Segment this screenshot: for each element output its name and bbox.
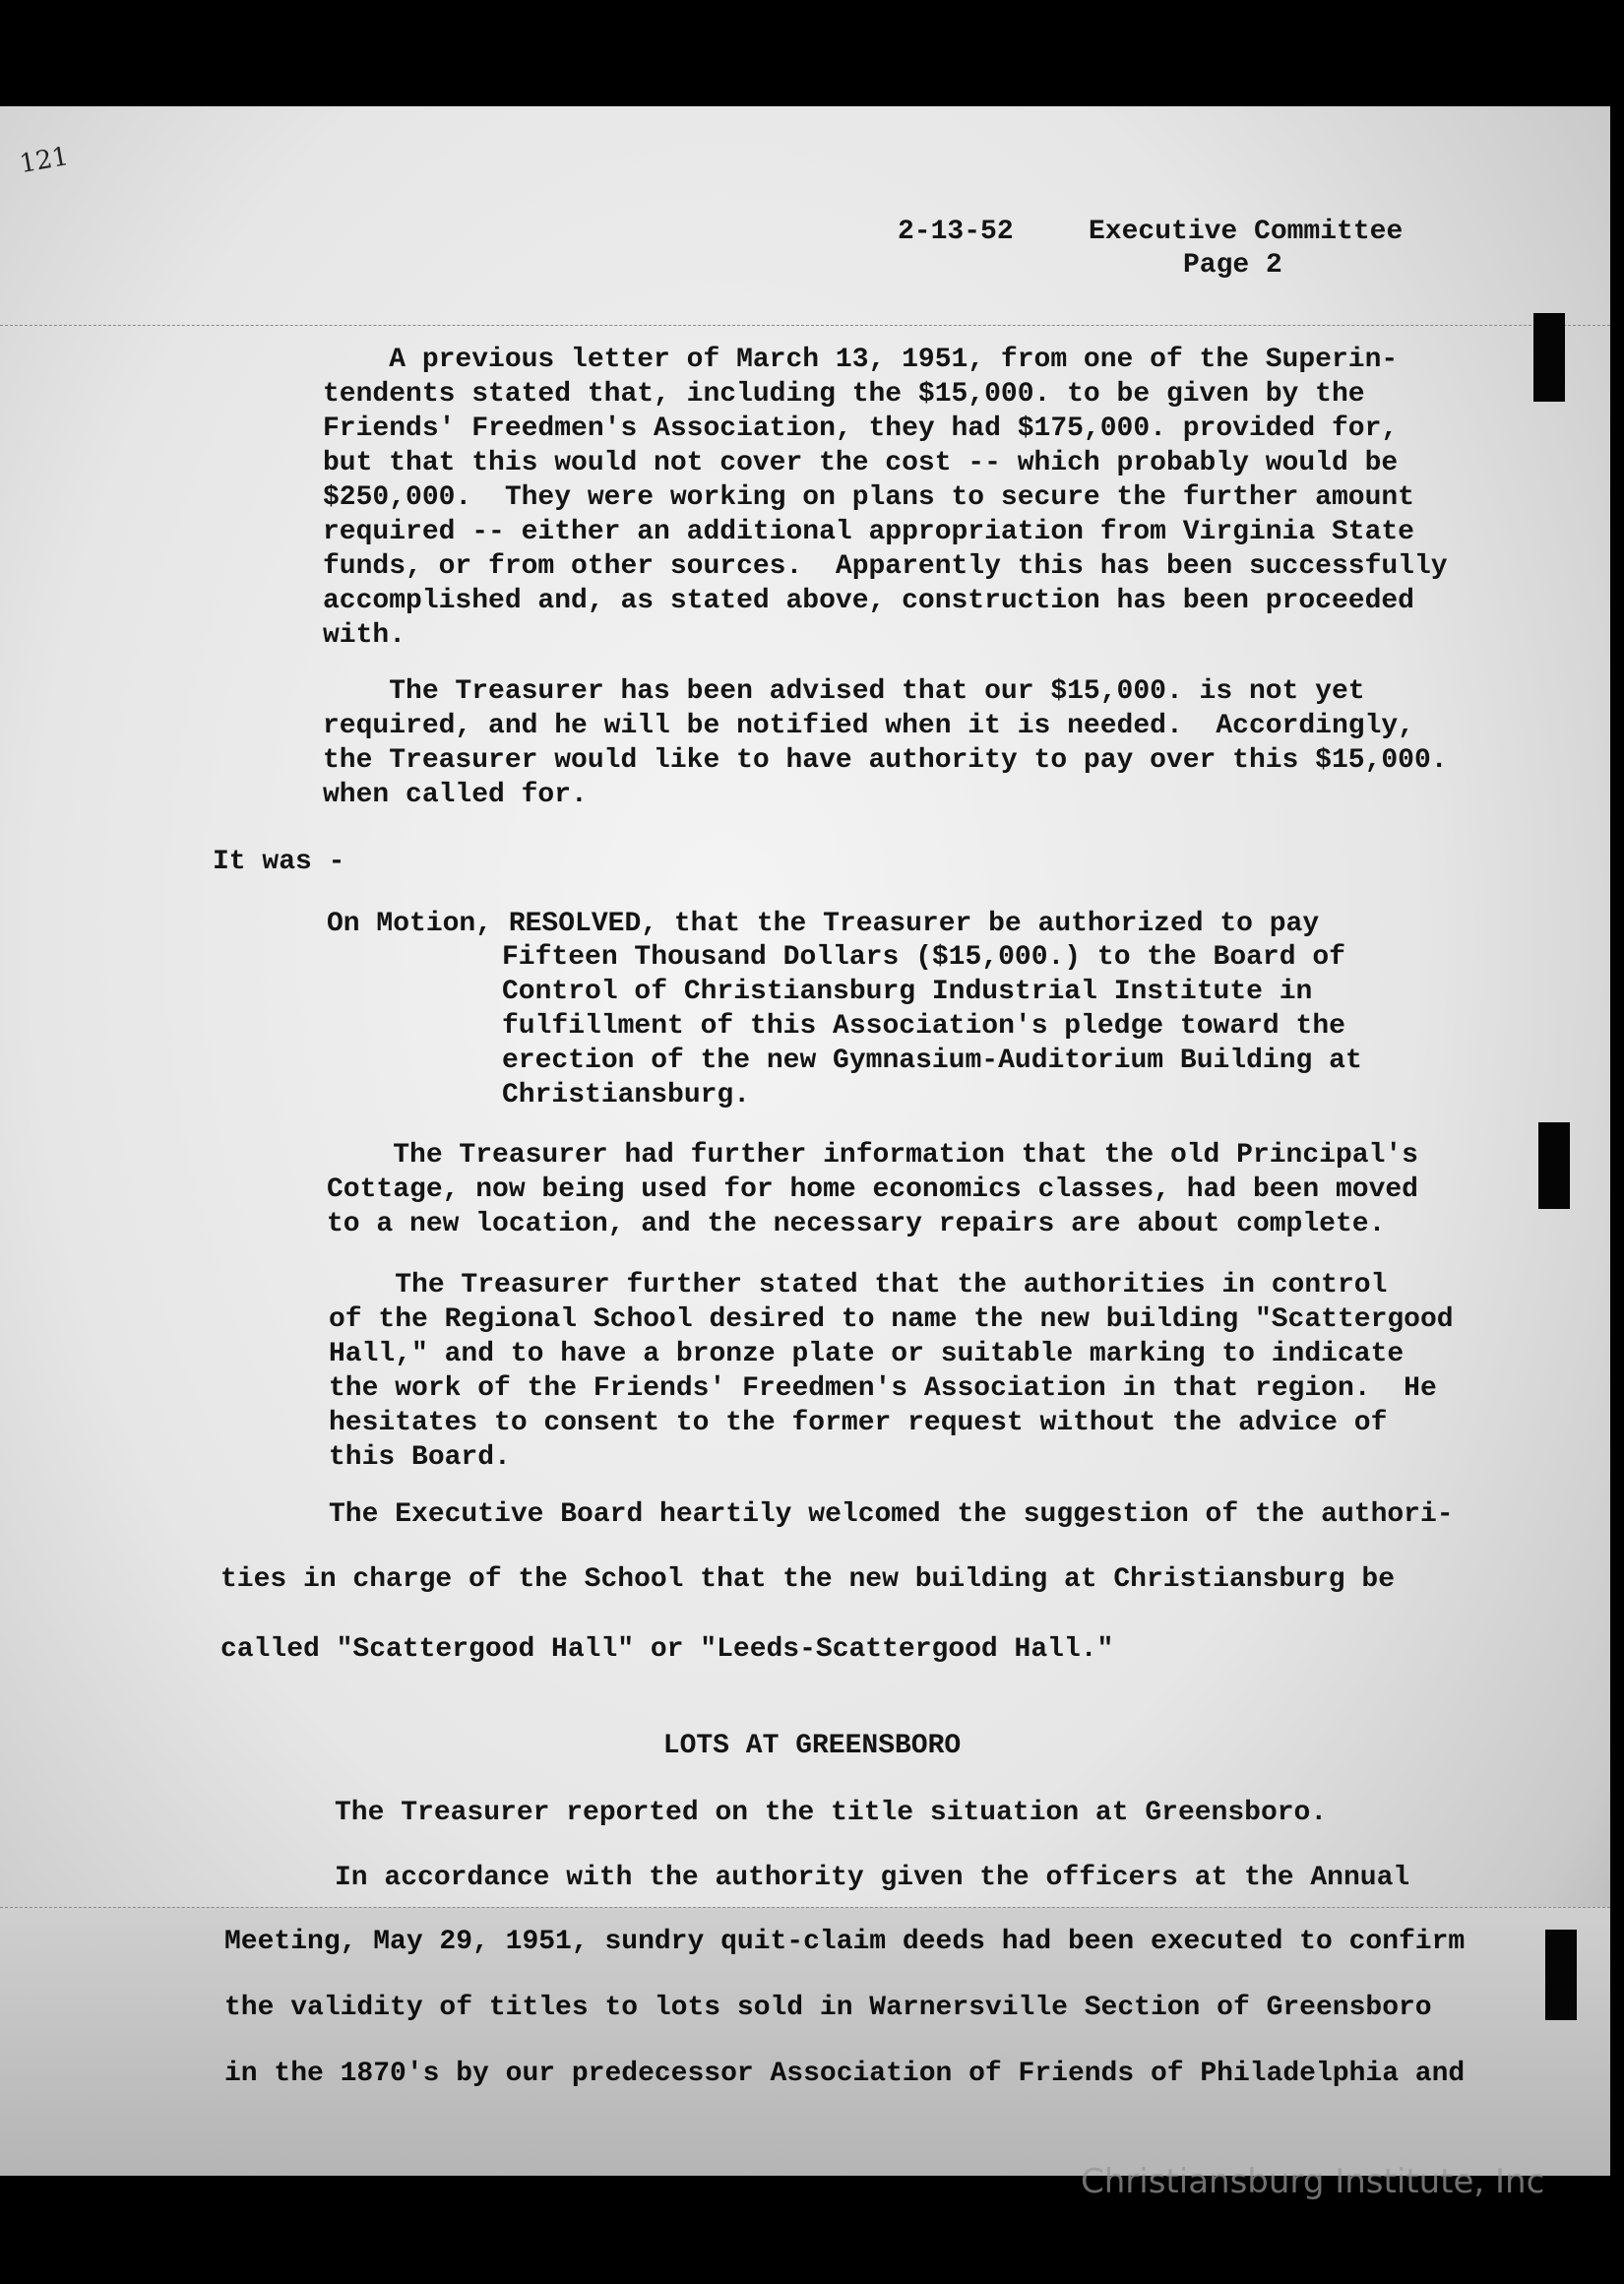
registration-mark [1545,1930,1577,2020]
paragraph-board-welcomed-line2: ties in charge of the School that the new building at Christiansburg be [220,1564,1395,1595]
paragraph-principals-cottage: The Treasurer had further information that the old Principal's Cottage, now being used for home economics classes, had been moved to a new location, and the necessary repairs are about complete. [327,1140,1418,1239]
motion-resolution-body: Fifteen Thousand Dollars ($15,000.) to the Board of Control of Christiansburg Industrial Institute in fulfillment of this Association's pledge toward the erection of the new Gymnasium-Auditorium Building at Christiansburg. [502,942,1362,1110]
paragraph-title-situation: The Treasurer reported on the title situation at Greensboro. [335,1798,1328,1828]
paragraph-previous-letter: A previous letter of March 13, 1951, from one of the Superin- tendents stated that, including the $15,000. to be given by the Friends' Freedmen's Association, they had $175,000. provided for, but that this would not cover the cost -- which probably would be $250,000. They were working on plans to secure the further amount required -- either an additional appropriation from Virginia State funds, or from other sources. Apparently this has been successfully accomplished and, as stated above, construction has been proceeded with. [323,345,1448,651]
watermark: Christiansburg Institute, Inc [1081,2162,1545,2201]
paragraph-accordance-line4: in the 1870's by our predecessor Association of Friends of Philadelphia and [224,2059,1466,2089]
paragraph-board-welcomed-line1: The Executive Board heartily welcomed the suggestion of the authori- [329,1499,1454,1530]
it-was-label: It was - [213,847,345,877]
header-date: 2-13-52 [898,217,1014,247]
handwritten-page-number: 121 [17,141,71,180]
paragraph-board-welcomed-line3: called "Scattergood Hall" or "Leeds-Scattergood Hall." [220,1634,1114,1665]
paragraph-scattergood-hall: The Treasurer further stated that the authorities in control of the Regional School desired to name the new building "Scattergood Hall," and to have a bronze plate or suitable marking to indicate the work of the Friends' Freedmen's Association in that region. He hesitates to consent to the former request without the advice of this Board. [329,1270,1454,1473]
scan-rule [0,1907,1610,1908]
scan-rule [0,325,1610,326]
paragraph-accordance-line1: In accordance with the authority given the officers at the Annual [335,1863,1410,1893]
paragraph-accordance-line2: Meeting, May 29, 1951, sundry quit-claim deeds had been executed to confirm [224,1927,1466,1957]
paragraph-treasurer-advised: The Treasurer has been advised that our $15,000. is not yet required, and he will be notified when it is needed. Accordingly, the Treasurer would like to have authority to pay over this $15,000. when called for. [323,676,1448,810]
header-page-label: Page 2 [1183,250,1282,281]
motion-lead-line: On Motion, RESOLVED, that the Treasurer be authorized to pay [327,909,1320,939]
header-committee: Executive Committee [1089,217,1404,247]
section-heading: LOTS AT GREENSBORO [662,1731,962,1761]
registration-mark [1538,1122,1570,1209]
registration-mark [1533,313,1565,402]
paragraph-accordance-line3: the validity of titles to lots sold in Warnersville Section of Greensboro [224,1993,1432,2023]
